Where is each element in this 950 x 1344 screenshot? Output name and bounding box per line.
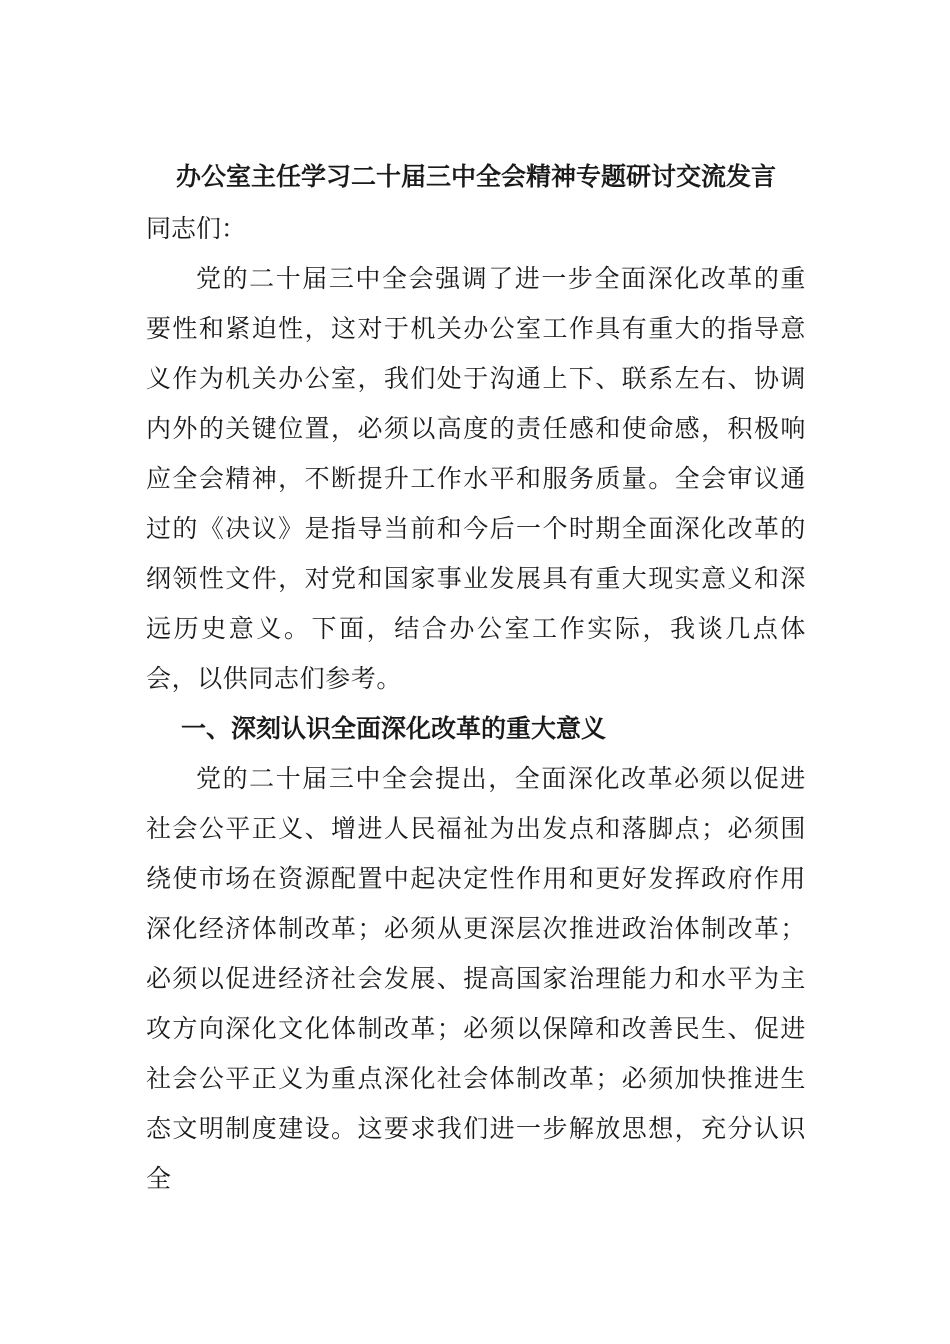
salutation: 同志们： xyxy=(146,214,247,243)
document-title: 办公室主任学习二十届三中全会精神专题研讨交流发言 xyxy=(175,162,776,191)
paragraph-section-1: 党的二十届三中全会提出，全面深化改革必须以促进社会公平正义、增进人民福祉为出发点和落脚点；必须围绕使市场在资源配置中起决定性作用和更好发挥政府作用深化经济体制改革；必须从更深层次推进政治体制改革；必须以促进经济社会发展、提高国家治理能力和水平为主攻方向深化文化体制改革；必须以保障和改善民生、促进社会公平正义为重点深化社会体制改革；必须加快推进生态文明制度建设。这要求我们进一步解放思想，充分认识全 xyxy=(146,764,806,1193)
paragraph-intro: 党的二十届三中全会强调了进一步全面深化改革的重要性和紧迫性，这对于机关办公室工作具有重大的指导意义作为机关办公室，我们处于沟通上下、联系左右、协调内外的关键位置，必须以高度的责任感和使命感，积极响应全会精神，不断提升工作水平和服务质量。全会审议通过的《决议》是指导当前和今后一个时期全面深化改革的纲领性文件，对党和国家事业发展具有重大现实意义和深远历史意义。下面，结合办公室工作实际，我谈几点体会，以供同志们参考。 xyxy=(146,264,806,693)
document-body xyxy=(146,150,806,1204)
section-heading-1: 一、深刻认识全面深化改革的重大意义 xyxy=(181,714,607,743)
